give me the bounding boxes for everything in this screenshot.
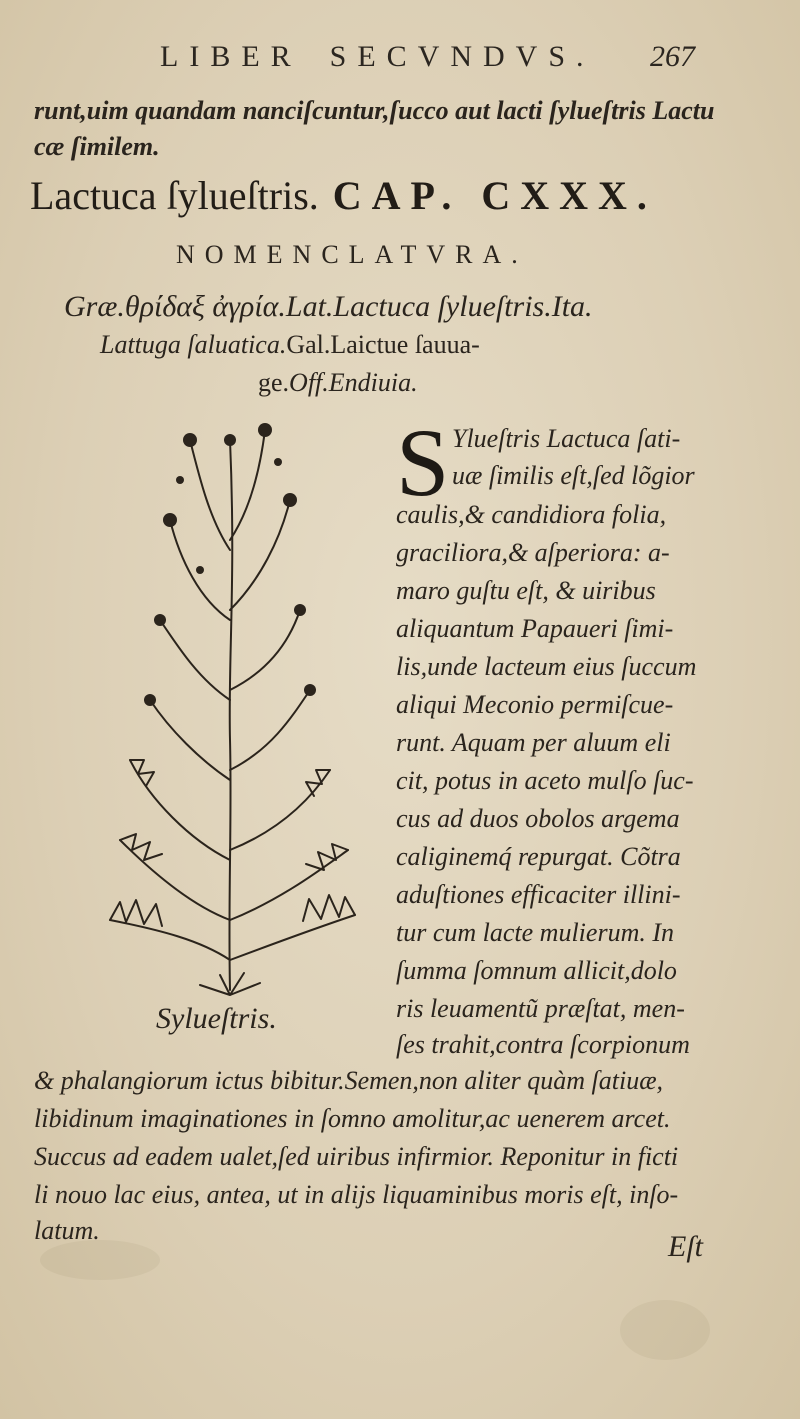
tail-line: li nouo lac eius, antea, ut in alijs liquaminibus moris eſt, inſo- <box>34 1180 679 1209</box>
running-header <box>160 40 595 74</box>
page-number: 267 <box>650 40 695 73</box>
body-line: tur cum lacte mulierum. In <box>396 918 675 947</box>
synonym-french-end: ge. <box>258 368 290 397</box>
synonyms-line-2 <box>100 330 480 360</box>
tail-line: latum. <box>34 1216 100 1245</box>
wild-lettuce-woodcut <box>80 400 380 1000</box>
synonyms-line-3 <box>258 368 418 398</box>
drop-cap: S <box>396 409 450 516</box>
body-line: graciliora,& aſperiora: a- <box>396 538 670 567</box>
body-line: caulis,& candidiora folia, <box>396 500 667 529</box>
header-secundus: SECVNDVS. <box>329 40 595 73</box>
body-line: cus ad duos obolos argema <box>396 804 680 833</box>
synonym-french: Gal.Laictue ſauua- <box>286 330 480 359</box>
body-line: maro guſtu eſt, & uiribus <box>396 576 656 605</box>
figure-caption: Sylueſtris. <box>156 1002 277 1035</box>
body-line: runt. Aquam per aluum eli <box>396 728 671 757</box>
chapter-number: CAP. CXXX. <box>332 173 657 218</box>
body-line: cit, potus in aceto mulſo ſuc- <box>396 766 694 795</box>
body-line: ſumma ſomnum allicit,dolo <box>396 956 677 985</box>
nomenclatura-heading: NOMENCLATVRA. <box>176 240 528 269</box>
paper-stain <box>620 1300 710 1360</box>
body-line: lis,unde lacteum eius ſuccum <box>396 652 697 681</box>
body-line: aliquantum Papaueri ſimi- <box>396 614 674 643</box>
paper-stain <box>40 1240 160 1280</box>
chapter-heading <box>30 172 657 219</box>
body-line: aduſtiones efficaciter illini- <box>396 880 681 909</box>
tail-line: Succus ad eadem ualet,ſed uiribus infirmior. Reponitur in ficti <box>34 1142 679 1171</box>
body-line: Ylueſtris Lactuca ſati- <box>452 424 681 453</box>
intro-line-1: runt,uim quandam nanciſcuntur,ſucco aut lacti ſylueſtris Lactu <box>34 96 715 125</box>
catchword: Eſt <box>668 1230 703 1263</box>
body-line: uæ ſimilis eſt,ſed lõgior <box>452 461 695 490</box>
body-line: ſes trahit,contra ſcorpionum <box>396 1030 690 1059</box>
tail-line: & phalangiorum ictus bibitur.Semen,non aliter quàm ſatiuæ, <box>34 1066 664 1095</box>
chapter-title: Lactuca ſylueſtris. <box>30 173 319 218</box>
synonyms-line-1: Græ.θρίδαξ ἀγρία.Lat.Lactuca ſylueſtris.Ita. <box>64 290 593 323</box>
intro-line-2: cæ ſimilem. <box>34 132 160 161</box>
body-line: aliqui Meconio permiſcue- <box>396 690 674 719</box>
body-line: caliginemq́ repurgat. Cõtra <box>396 842 681 871</box>
tail-line: libidinum imaginationes in ſomno amolitur,ac uenerem arcet. <box>34 1104 671 1133</box>
body-line: ris leuamentũ præſtat, men- <box>396 994 685 1023</box>
synonym-italian: Lattuga ſaluatica. <box>100 330 287 359</box>
header-liber: LIBER <box>160 40 302 73</box>
synonym-officinal: Off.Endiuia. <box>289 368 418 397</box>
